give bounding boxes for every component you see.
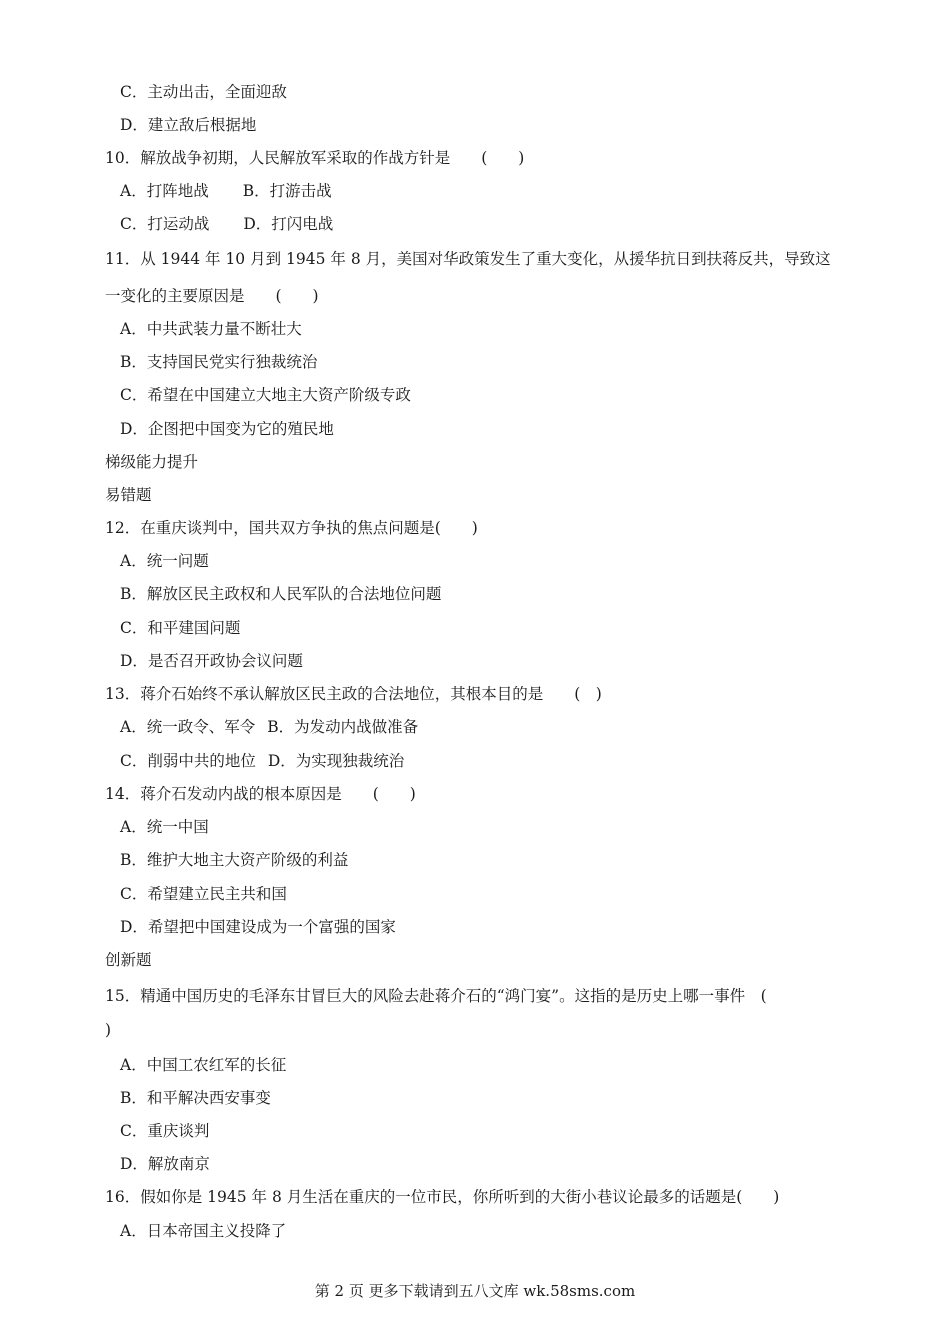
q13-options-row-1 <box>120 716 418 738</box>
q9-option-d: D．建立敌后根据地 <box>120 116 257 134</box>
question-13: 13．蒋介石始终不承认解放区民主政的合法地位，其根本目的是 ( ) <box>105 685 602 703</box>
question-10: 10．解放战争初期，人民解放军采取的作战方针是 ( ) <box>105 149 525 167</box>
q10-options-row-1 <box>120 180 332 202</box>
question-11-continued: 一变化的主要原因是 ( ) <box>105 287 319 305</box>
q14-option-b: B．维护大地主大资产阶级的利益 <box>120 851 349 869</box>
q12-option-c: C．和平建国问题 <box>120 619 241 637</box>
q11-option-a: A．中共武装力量不断壮大 <box>120 320 302 338</box>
q13-options-row-2 <box>120 750 404 772</box>
q14-option-a: A．统一中国 <box>120 818 209 836</box>
question-16: 16．假如你是 1945 年 8 月生活在重庆的一位市民，你所听到的大街小巷议论最多的话题是( ) <box>105 1188 780 1206</box>
q11-option-b: B．支持国民党实行独裁统治 <box>120 353 318 371</box>
q13-option-c: C．削弱中共的地位 <box>120 752 256 770</box>
section-heading-innovative: 创新题 <box>105 951 152 969</box>
q11-option-c: C．希望在中国建立大地主大资产阶级专政 <box>120 386 411 404</box>
q11-option-d: D．企图把中国变为它的殖民地 <box>120 420 334 438</box>
q12-option-d: D．是否召开政协会议问题 <box>120 652 303 670</box>
q10-option-a: A．打阵地战 <box>120 182 209 200</box>
section-heading-advanced: 梯级能力提升 <box>105 453 199 471</box>
q15-option-a: A．中国工农红军的长征 <box>120 1056 287 1074</box>
q10-option-d: D．打闪电战 <box>243 215 334 233</box>
q13-option-d: D．为实现独裁统治 <box>267 752 405 770</box>
section-heading-error-prone: 易错题 <box>105 486 152 504</box>
q10-option-c: C．打运动战 <box>120 215 210 233</box>
question-15: 15．精通中国历史的毛泽东甘冒巨大的风险去赴蒋介石的“鸿门宴”。这指的是历史上哪一事件 ( <box>105 987 767 1005</box>
page-footer: 第 2 页 更多下载请到五八文库 wk.58sms.com <box>314 1282 636 1300</box>
q16-option-a: A．日本帝国主义投降了 <box>120 1222 287 1240</box>
q10-options-row-2 <box>120 213 333 235</box>
q15-option-b: B．和平解决西安事变 <box>120 1089 271 1107</box>
q15-option-c: C．重庆谈判 <box>120 1122 210 1140</box>
question-15-continued: ) <box>105 1021 112 1039</box>
q12-option-a: A．统一问题 <box>120 552 209 570</box>
q15-option-d: D．解放南京 <box>120 1155 210 1173</box>
q12-option-b: B．解放区民主政权和人民军队的合法地位问题 <box>120 585 442 603</box>
q14-option-c: C．希望建立民主共和国 <box>120 885 287 903</box>
q14-option-d: D．希望把中国建设成为一个富强的国家 <box>120 918 396 936</box>
q13-option-b: B．为发动内战做准备 <box>267 718 419 736</box>
q9-option-c: C．主动出击，全面迎敌 <box>120 83 287 101</box>
question-14: 14．蒋介石发动内战的根本原因是 ( ) <box>105 785 416 803</box>
q13-option-a: A．统一政令、军令 <box>120 718 256 736</box>
q10-option-b: B．打游击战 <box>242 182 332 200</box>
question-11: 11．从 1944 年 10 月到 1945 年 8 月，美国对华政策发生了重大变化，从援华抗日到扶蒋反共，导致这 <box>105 250 831 268</box>
question-12: 12．在重庆谈判中，国共双方争执的焦点问题是( ) <box>105 519 478 537</box>
